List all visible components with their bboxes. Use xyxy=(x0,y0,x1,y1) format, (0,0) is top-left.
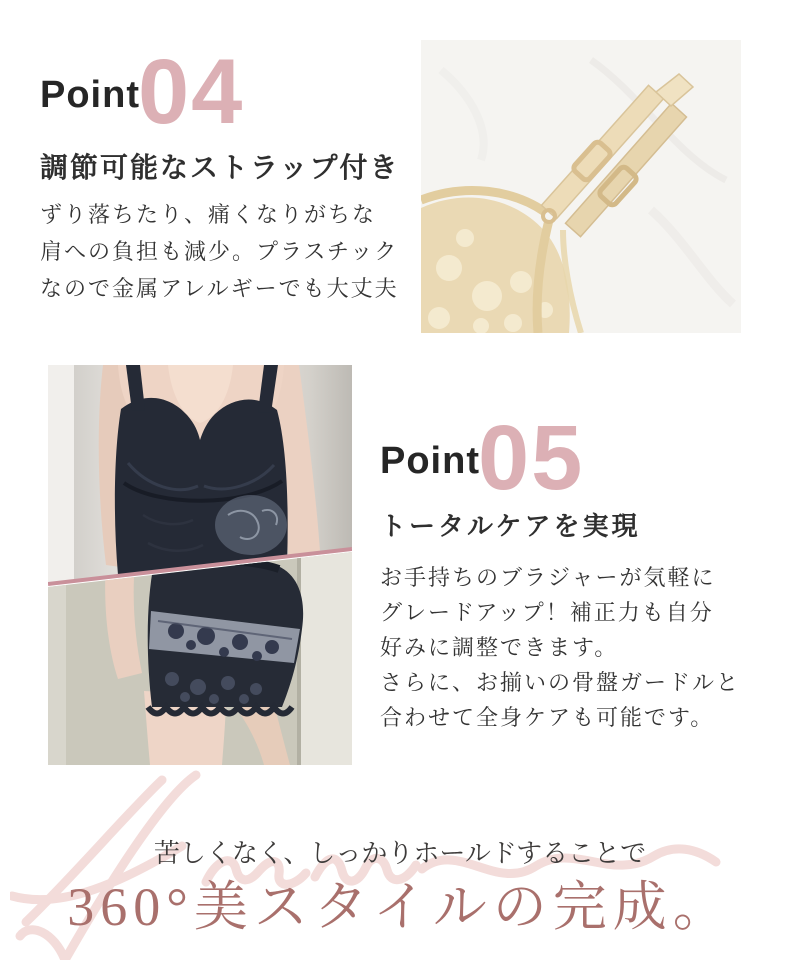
point04-body xyxy=(40,196,399,307)
point04-label: Point xyxy=(40,74,140,116)
model-photos xyxy=(48,365,352,765)
point04-heading: 調節可能なストラップ付き xyxy=(40,152,400,183)
strap-closeup-photo xyxy=(421,40,741,333)
point04-body-line: 肩への負担も減少。プラスチック xyxy=(40,239,399,264)
footer-lead-text: 苦しくなく、しっかりホールドすることで xyxy=(153,839,647,868)
point05-body-line: さらに、お揃いの骨盤ガードルと xyxy=(380,670,741,695)
point05-body xyxy=(380,560,740,735)
point05-body-line: お手持ちのブラジャーが気軽に xyxy=(380,565,716,590)
point05-body-line: 合わせて全身ケアも可能です。 xyxy=(380,705,715,730)
point05-heading: トータルケアを実現 xyxy=(380,511,641,541)
point04-body-line: なので金属アレルギーでも大丈夫 xyxy=(40,276,399,301)
point05-number: 05 xyxy=(478,407,585,509)
point05-label: Point xyxy=(380,440,480,482)
point05-body-line: 好みに調整できます。 xyxy=(380,635,619,660)
footer-headline-text: 360°美スタイルの完成。 xyxy=(67,877,733,937)
point04-number: 04 xyxy=(138,41,245,143)
point04-body-line: ずり落ちたり、痛くなりがちな xyxy=(40,202,377,227)
point05-body-line: グレードアップ！補正力も自分 xyxy=(380,600,714,625)
